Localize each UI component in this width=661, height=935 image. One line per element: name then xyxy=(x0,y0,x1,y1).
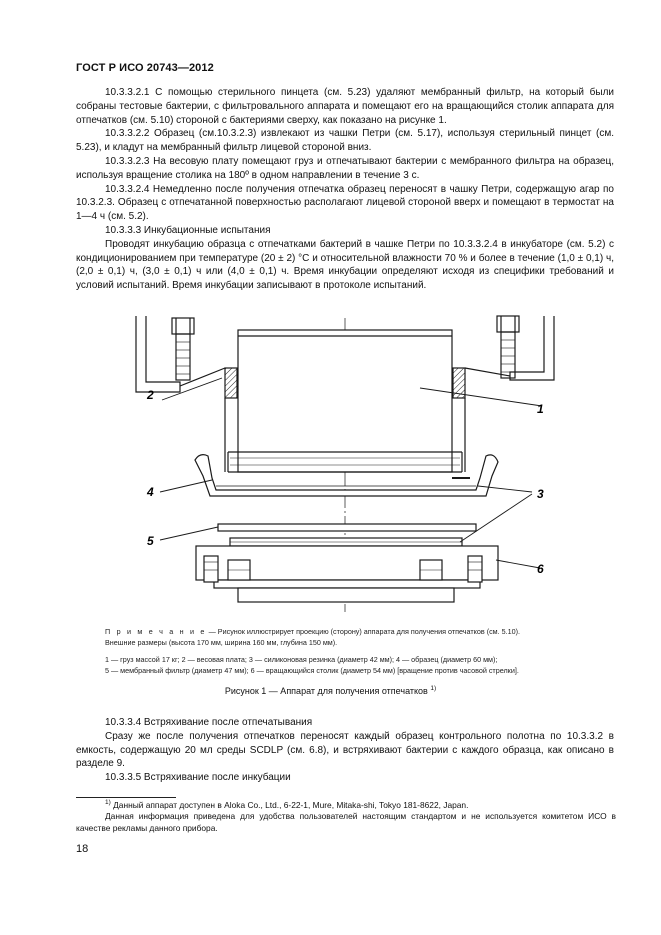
rotating-stage xyxy=(196,546,498,602)
figure-note xyxy=(76,626,616,648)
caption-text: Рисунок 1 — Аппарат для получения отпечатков xyxy=(224,686,428,696)
note-text: — Рисунок иллюстрирует проекцию (сторону) аппарата для получения отпечатков (см. 5.10). xyxy=(206,627,520,636)
legend-line: 5 — мембранный фильтр (диаметр 47 мм); 6 — вращающийся столик (диаметр 54 мм) [вращение против часовой стрелки]. xyxy=(105,666,519,675)
note-lead: П р и м е ч а н и е xyxy=(105,627,207,636)
silicone-pad xyxy=(230,538,462,546)
callout-4: 4 xyxy=(147,485,154,499)
section-heading: 10.3.3.3 Инкубационные испытания xyxy=(105,224,271,236)
callout-3: 3 xyxy=(537,487,544,501)
section-heading: 10.3.3.5 Встряхивание после инкубации xyxy=(105,772,291,784)
text-block-bottom xyxy=(76,716,614,785)
footnote-line: Данная информация приведена для удобства пользователей настоящим стандартом и не используется комитетом ИСО в качестве рекламы данного прибора. xyxy=(76,811,616,833)
footnote-divider xyxy=(76,797,176,798)
paragraph: 10.3.3.2.3 На весовую плату помещают груз и отпечатывают бактерии с мембранного фильтра на образец, используя вращение столика на 180º в одном направлении в течение 3 с. xyxy=(76,155,614,181)
caption-footnote-ref: 1) xyxy=(430,685,437,692)
paragraph: Сразу же после получения отпечатков переносят каждый образец контрольного полотна по 10.3.3.2 в емкость, содержащую 20 мл среды SCDLP (см. 6.8), и встряхивают бактерии с каждого образца, как описано в разделе 9. xyxy=(76,730,614,770)
callout-2: 2 xyxy=(147,388,154,402)
legend-line: 1 — груз массой 17 кг; 2 — весовая плата; 3 — силиконовая резинка (диаметр 42 мм); 4 — образец (диаметр 60 мм); xyxy=(105,655,498,664)
callout-5: 5 xyxy=(147,534,154,548)
bolt-left xyxy=(172,318,194,380)
callout-1: 1 xyxy=(537,402,544,416)
footnote xyxy=(76,800,616,834)
paragraph: 10.3.3.2.1 С помощью стерильного пинцета (см. 5.23) удаляют мембранный фильтр, на который были собраны тестовые бактерии, с фильтровального аппарата и помещают его на вращающийся столик аппарата для отпечатков (см. 5.10) стороной с бактериями сверху, как показано на рисунке 1. xyxy=(76,87,614,126)
document-header: ГОСТ Р ИСО 20743—2012 xyxy=(76,62,214,74)
note-dimensions: Внешние размеры (высота 170 мм, ширина 160 мм, глубина 150 мм). xyxy=(105,638,338,647)
paragraph: 10.3.3.2.2 Образец (см.10.3.2.3) извлекают из чашки Петри (см. 5.17), используя стерильный пинцет (см. 5.23), и кладут на мембранный фильтр лицевой стороной вниз. xyxy=(76,128,614,154)
figure-legend xyxy=(76,654,616,676)
footnote-line: Данный аппарат доступен в Aloka Co., Ltd., 6-22-1, Mure, Mitaka-shi, Tokyo 181-8622, Japan. xyxy=(110,800,469,810)
page-number: 18 xyxy=(76,843,89,855)
weight xyxy=(228,330,462,472)
paragraph: Проводят инкубацию образца с отпечатками бактерий в чашке Петри по 10.3.3.2.4 в инкубаторе (см. 5.2) с кондиционированием при температуре (20 ± 2) °С и относительной влажности 70 % и более в течение (1,0 ± 0,1) ч, (2,0 ± 0,1) ч, (3,0 ± 0,1) ч или (4,0 ± 0,1) ч. Время инкубации определяют исходя из специфики требований и условий испытаний. Время инкубации записывают в протоколе испытаний. xyxy=(76,238,614,292)
membrane-filter xyxy=(218,524,476,531)
figure-caption xyxy=(0,686,661,696)
section-heading: 10.3.3.4 Встряхивание после отпечатывания xyxy=(105,717,313,728)
footnote-ref: 1) xyxy=(105,799,111,806)
callout-6: 6 xyxy=(537,562,544,576)
paragraph: 10.3.3.2.4 Немедленно после получения отпечатка образец переносят в чашку Петри, содержащую агар по 10.3.2.3. Образец с отпечатанной поверхностью располагают лицевой стороной вверх и помещают в термостат на 1—4 ч (см. 5.2). xyxy=(76,183,614,223)
bolt-right xyxy=(497,316,519,378)
